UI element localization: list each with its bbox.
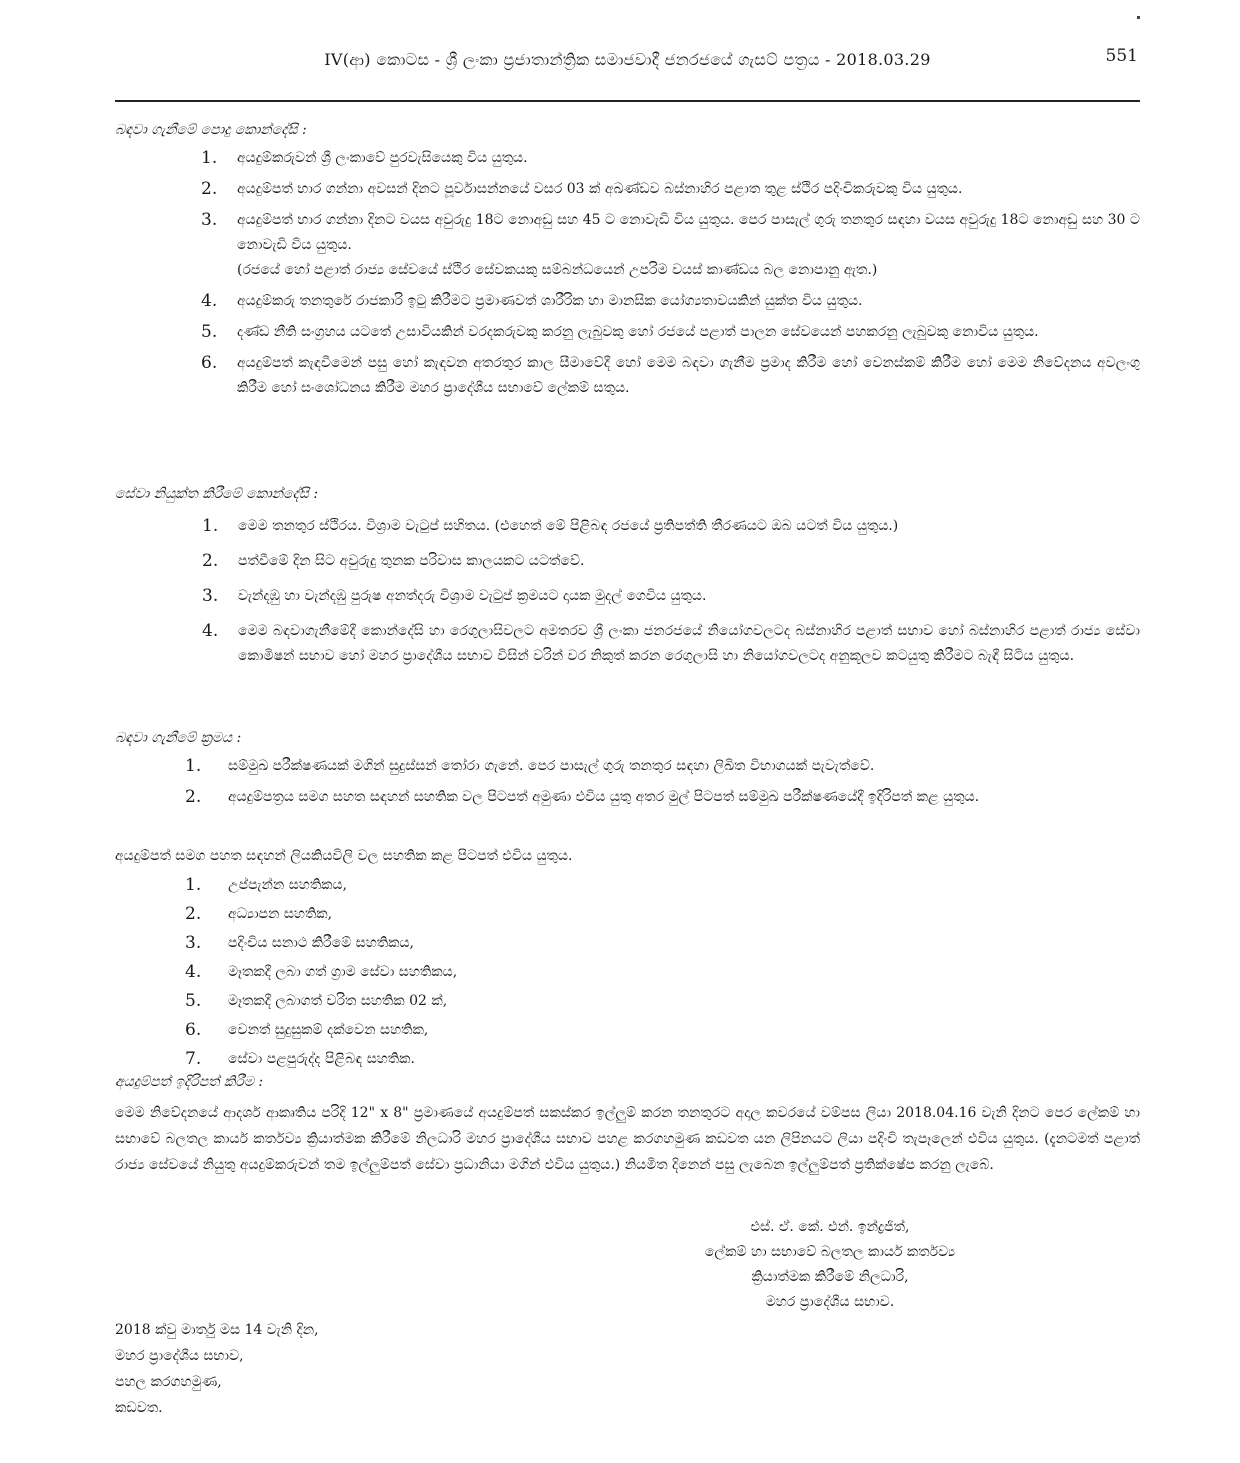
item-number: 5. <box>185 991 202 1011</box>
item-text: අයදුම්පත්‍රය සමග සහත සඳහන් සහතික වල පිටපත් අමුණා එවිය යුතු අතර මුල් පිටපත් සම්මුඛ පරීක්ෂණයේදී ඉදිරිපත් කළ යුතුය. <box>228 789 980 805</box>
signatory-role: ක්‍රියාත්මක කිරීමේ නිලධාරි, <box>751 1269 909 1285</box>
item-number: 6. <box>201 353 218 373</box>
list-item <box>185 989 1140 1014</box>
signature-block <box>640 1215 1020 1315</box>
recruitment-method-list <box>115 754 1140 810</box>
documents-list <box>115 873 1140 1072</box>
list-item <box>201 208 1140 283</box>
list-item <box>185 754 1140 779</box>
item-text: අයදුම්පත් භාර ගන්නා දිනට වයස අවුරුදු 18ට නොඅඩු සහ 45 ට නොවැඩි විය යුතුය. පෙර පාසැල් ගුරු තනතුර සඳහා වයස අවුරුදු 18ට නොඅඩු සහ 30 ට නොවැඩි විය යුතුය. <box>237 212 1140 253</box>
list-item <box>185 960 1140 985</box>
list-item <box>185 902 1140 927</box>
submission-section <box>115 1072 1140 1178</box>
signatory-office: මහර ප්‍රාදේශීය සභාව. <box>765 1294 895 1310</box>
address-line: පහල කරගහමුණ, <box>115 1374 222 1390</box>
item-number: 3. <box>185 933 202 953</box>
item-number: 5. <box>201 322 218 342</box>
list-item <box>201 146 1140 171</box>
item-note: (රජයේ හෝ පළාත් රාජ්‍ය සේවයේ ස්ථිර සේවකයකු සම්බන්ධයෙන් උපරිම වයස් කාණ්ඩය බල නොපානු ඇත.) <box>237 262 878 278</box>
submission-paragraph: මෙම නිවේදනයේ ආදර්ශ ආකෘතිය පරිදි 12" x 8" ප්‍රමාණයේ අයදුම්පත් සකස්කර ඉල්ලුම් කරන තනතුරට අදාල කවරයේ වම්පස ලියා 2018.04.16 වැනි දිනට පෙර ලේකම් හා සභාවේ බලතල කාර්ය කර්තව්‍ය ක්‍රියාත්මක කිරීමේ නිලධාරි මහර ප්‍රාදේශීය සභාව පහළ කරගහමුණ කඩවත යන ලිපිනයට ලියා පදිංචි තැපෑලෙන් එවිය යුතුය. (දැනටමත් පළාත් රාජ්‍ය සේවයේ නියුතු අයදුම්කරුවන් තම ඉල්ලුම්පත් සේවා ප්‍රධානියා මගින් එවිය යුතුය.) නියමිත දිනෙන් පසු ලැබෙන ඉල්ලුම්පත් ප්‍රතික්ෂේප කරනු ලැබේ. <box>115 1105 1140 1173</box>
item-text: මෙම බඳවාගැනීමේදී කොන්දේසි හා රෙගුලාසිවලට අමතරව ශ්‍රී ලංකා ජනරජයේ නියෝගවලටද බස්නාහිර පළාත් සභාව හෝ බස්නාහිර පළාත් රාජ්‍ය සේවා කොමිෂන් සභාව හෝ මහර ප්‍රාදේශීය සභාව විසින් වරින් වර නිකුත් කරන රෙගුලාසි හා නියෝගවලටද අනුකූලව කටයුතු කිරීමට බැඳී සිටිය යුතුය. <box>238 623 1140 664</box>
item-number: 3. <box>202 586 219 606</box>
section-title: බඳවා ගැනීමේ පොදු කොන්දේසි : <box>115 122 307 138</box>
item-text: සේවා පළපුරුද්ද පිළිබඳ සහතික. <box>228 1051 415 1067</box>
service-conditions-list <box>115 514 1140 669</box>
address-line: මහර ප්‍රාදේශීය සභාව, <box>115 1348 244 1364</box>
item-number: 1. <box>202 516 219 536</box>
section-title: සේවා නියුක්ත කිරීමේ කොන්දේසි : <box>115 486 319 502</box>
list-item <box>185 931 1140 956</box>
list-item <box>202 514 1140 539</box>
section-title: අයදුම්පත් ඉදිරිපත් කිරීම : <box>115 1074 264 1090</box>
item-text: සම්මුඛ පරීක්ෂණයක් මගින් සුදුස්සන් තෝරා ගැනේ. පෙර පාසැල් ගුරු තනතුර සඳහා ලිඛිත විභාගයක් පැවැත්වේ. <box>228 758 875 774</box>
item-number: 1. <box>201 148 218 168</box>
item-number: 2. <box>185 904 202 924</box>
page-header <box>115 40 1140 102</box>
required-documents-section <box>115 843 1140 1072</box>
list-item <box>202 549 1140 574</box>
item-number: 7. <box>185 1049 202 1069</box>
recruitment-method-section <box>115 728 1140 810</box>
service-conditions-section <box>115 484 1140 669</box>
list-item <box>185 1018 1140 1043</box>
item-number: 2. <box>201 179 218 199</box>
item-number: 1. <box>185 875 202 895</box>
item-number: 4. <box>185 962 202 982</box>
item-text: පදිංචිය සනාථ කිරීමේ සහතිකය, <box>228 935 415 951</box>
item-text: අධ්‍යාපන සහතික, <box>228 906 333 922</box>
item-text: අයදුම්පත් භාර ගන්නා අවසන් දිනට පූර්වාසන්නයේ වසර 03 ක් අඛණ්ඩව බස්නාහිර පළාත තුළ ස්ථිර පදිංචිකරුවකු විය යුතුය. <box>237 181 963 197</box>
page-mark <box>1137 16 1140 19</box>
item-text: අයදුම්පත් කැඳවීමෙන් පසු හෝ කැඳවන අතරතුර කාල සීමාවේදී හෝ මෙම බඳවා ගැනීම ප්‍රමාද කිරීම හෝ වෙනස්කම් කිරීම හෝ මෙම නිවේදනය අවලංගු කිරීම හෝ සංශෝධනය කිරීම මහර ප්‍රාදේශීය සභාවේ ලේකම් සතුය. <box>237 355 1140 396</box>
item-text: වැන්දඹු හා වැන්දඹු පුරුෂ අනත්දරු විශ්‍රාම වැටුප් ක්‍රමයට දායක මුදල් ගෙවිය යුතුය. <box>238 588 707 604</box>
list-item <box>201 177 1140 202</box>
list-item <box>202 584 1140 609</box>
item-text: වෙනත් සුදුසුකම් දක්වෙන සහතික, <box>228 1022 429 1038</box>
item-number: 4. <box>201 291 218 311</box>
list-item <box>201 320 1140 345</box>
general-conditions-section <box>115 120 1140 401</box>
item-number: 2. <box>202 551 219 571</box>
item-text: මෙම තනතුර ස්ථිරය. විශ්‍රාම වැටුප් සහිතය. (එහෙත් මේ පිළිබඳ රජයේ ප්‍රතිපත්ති තීරණයට ඔබ යටත් විය යුතුය.) <box>238 518 899 534</box>
list-item <box>201 351 1140 401</box>
list-item <box>201 289 1140 314</box>
list-item <box>202 619 1140 669</box>
list-item <box>185 1047 1140 1072</box>
item-text: අයදුම්කරු තනතුරේ රාජකාරි ඉටු කිරීමට ප්‍රමාණවත් ශාරීරික හා මානසික යෝග්‍යතාවයකින් යුක්ත විය යුතුය. <box>237 293 863 309</box>
issuing-address <box>115 1317 319 1421</box>
list-item <box>185 785 1140 810</box>
page-number: 551 <box>1105 46 1138 66</box>
item-number: 2. <box>185 787 202 807</box>
item-text: දණ්ඩ නීති සංග්‍රහය යටතේ උසාවියකින් වරදකරුවකු කරනු ලැබුවකු හෝ රජයේ පළාත් පාලන සේවයෙන් පහකරනු ලැබුවකු නොවිය යුතුය. <box>237 324 1039 340</box>
item-number: 6. <box>185 1020 202 1040</box>
signatory-title: ලේකම් හා සභාවේ බලතල කාර්ය කර්තව්‍ය <box>704 1244 956 1260</box>
item-text: උප්පැන්න සහතිකය, <box>228 877 348 893</box>
issue-date: 2018 ක්වු මාර්තු මස 14 වැනි දින, <box>115 1322 319 1338</box>
general-conditions-list <box>115 146 1140 401</box>
gazette-title: IV(ආ) කොටස - ශ්‍රී ලංකා ප්‍රජාතාන්ත්‍රික සමාජවාදී ජනරජයේ ගැසට් පත්‍රය - 2018.03.29 <box>324 50 931 69</box>
list-item <box>185 873 1140 898</box>
item-number: 4. <box>202 621 219 641</box>
item-text: පත්වීමේ දින සිට අවුරුදු තුනක පරිවාස කාලයකට යටත්වේ. <box>238 553 585 569</box>
section-title: බඳවා ගැනීමේ ක්‍රමය : <box>115 730 242 746</box>
signatory-name: එස්. ඒ. කේ. එන්. ඉන්ද්‍රජිත්, <box>750 1219 910 1235</box>
item-text: මෑතකදී ලබා ගත් ග්‍රාම සේවා සහතිකය, <box>228 964 458 980</box>
item-number: 3. <box>201 210 218 230</box>
documents-intro: අයදුම්පත් සමග පහත සඳහන් ලියකියවිලි වල සහතික කළ පිටපත් එවිය යුතුය. <box>115 848 573 864</box>
item-text: අයදුම්කරුවන් ශ්‍රී ලංකාවේ පුරවැසියෙකු විය යුතුය. <box>237 150 528 166</box>
item-text: මෑතකදී ලබාගත් චරිත සහතික 02 ක්, <box>228 993 448 1009</box>
item-number: 1. <box>185 756 202 776</box>
address-line: කඩවත. <box>115 1400 163 1416</box>
